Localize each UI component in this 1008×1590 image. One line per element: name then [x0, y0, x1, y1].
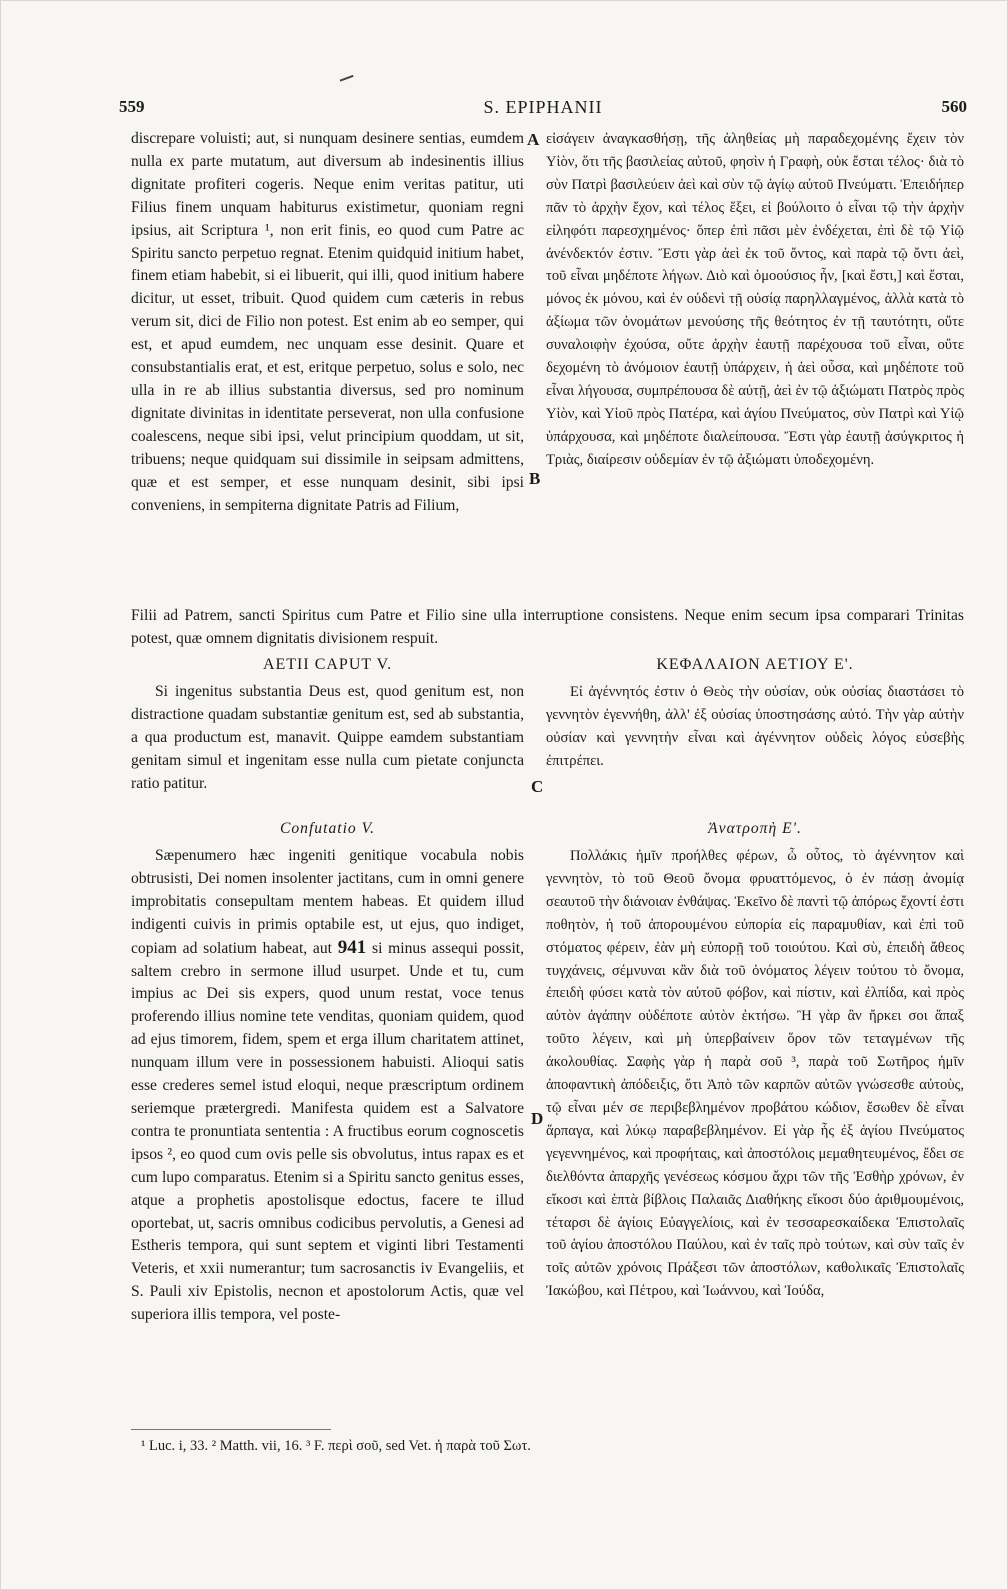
greek-chapter-text: Εἰ ἀγέννητός ἐστιν ὁ Θεὸς τὴν οὐσίαν, οὐκ οὐσίας διαστάσει τὸ γεννητὸν ἐγεννήθη, ἀλλ' ἐξ οὐσίας ὑποστησάσης αὐτό. Τὴν γὰρ αὐτὴν οὐσίαν καὶ γεννητὴν εἶναι καὶ ἀγέννητον οὐδεὶς λόγος εὐσεβὴς ἐπιτρέπει.	[546, 684, 964, 769]
latin-chapter-column	[131, 681, 524, 796]
latin-chapter-heading: AETII CAPUT V.	[262, 656, 393, 673]
full-width-paragraph	[131, 605, 964, 651]
greek-confutatio-column	[546, 845, 964, 1303]
running-title: S. EPIPHANII	[483, 97, 603, 117]
footnote-rule	[131, 1429, 331, 1430]
latin-confutatio-column	[131, 845, 524, 1327]
ink-mark	[340, 75, 357, 89]
running-header	[119, 97, 967, 127]
greek-confutatio-text: Πολλάκις ἡμῖν προήλθες φέρων, ὦ οὗτος, τὸ ἀγέννητον καὶ γεννητὸν, τὸ τοῦ Θεοῦ ὄνομα φρυαττόμενος, ὁ ἐν πάσῃ ἀνομίᾳ σεαυτοῦ τὴν διάνοιαν ἐνθάψας. Ἐκεῖνο δὲ παντὶ τῷ ἀπόρως ἔχοντί ἐστι ποθητὸν, ἡ τοῦ ἀπορουμένου εὐπορία εἰς παραμυθίαν, καὶ ἐπὶ τοῦ στόματος φέρειν, ἐὰν μὴ εὐπορῇ τοῦ τοιούτου. Καὶ σὺ, ἐπειδὴ ἄθεος τυγχάνεις, σέμνυναι κἂν διὰ τοῦ ὀνόματος λέγειν τούτου τὸ ὄνομα, ἐπειδὴ φύσει κατὰ τὸν αὐτοῦ φόβον, καὶ πίστιν, καὶ ἐλπίδα, καὶ πρὸς αὐτὸν ἀγάπην οὐδέποτε αὐτὸν ἐκτήσω. Ἢ γὰρ ἂν ἤρκει σοι ἅπαξ τοῦτο λέγειν, καὶ μὴ ὑπερβαίνειν ὅρον τῶν τεταγμένων τῆς ἀκολουθίας. Σαφὴς γὰρ ἡ παρὰ σοῦ ³, παρὰ τοῦ Σωτῆρος ἡμῖν ἀποφαντικὴ ἀπόδειξις, ὅτι Ἀπὸ τῶν καρπῶν αὐτῶν γνώσεσθε αὐτοὺς, τῷ εἶναι μέν σε περιβεβλημένον προβάτου κώδιον, ἔσωθεν δὲ εἶναι ἅρπαγα, καὶ λύκῳ παραβεβλημένον. Εἰ γὰρ ἧς ἐξ ἁγίου Πνεύματος γεγεννημένος, καὶ προφήταις, καὶ ἀποστόλοις μεμαθητευμένος, ἔδει σε διελθόντα ἀπαρχῆς γενέσεως κόσμου ἄχρι τῶν τῆς Ἐσθὴρ χρόνων, ἐν εἴκοσι καὶ ἑπτὰ βίβλοις Παλαιᾶς Διαθήκης εἴκοσι δύο ἀριθμουμένοις, τέταρσι δὲ ἁγίοις Εὐαγγελίοις, καὶ ἐν τεσσαρεσκαίδεκα Ἐπιστολαῖς τοῦ ἁγίου ἀποστόλου Παύλου, καὶ ἐν ταῖς πρὸ τούτων, καὶ σὺν ταῖς ἐν τοῖς αὐτῶν χρόνοις Πράξεσι τῶν ἀποστόλων, καθολικαῖς Ἐπιστολαῖς Ἰακώβου, καὶ Πέτρου, καὶ Ἰωάννου, καὶ Ἰούδα,	[546, 848, 964, 1300]
footnotes: ¹ Luc. i, 33. ² Matth. vii, 16. ³ F. περὶ σοῦ, sed Vet. ἡ παρὰ τοῦ Σωτ.	[141, 1438, 531, 1454]
latin-confutatio-text-a: Sæpenumero hæc ingeniti genitique vocabula nobis obtrusisti, Dei nomen insolenter jactitans, cum in omni genere improbitatis consepultam mentem habeas. Et quidem illud indigenti cuivis in primis optabile est, ut ejus, quo indiget, copiam ad solatium habeat, aut	[131, 847, 524, 957]
page-number-left: 559	[119, 97, 145, 116]
margin-marker-d: D	[531, 1109, 544, 1128]
column-number: 941	[337, 936, 367, 958]
latin-confutatio-text	[131, 845, 524, 1327]
greek-paragraph: εἰσάγειν ἀναγκασθήσῃ, τῆς ἀληθείας μὴ παραδεχομένης ἔχειν τὸν Υἱὸν, ὅτι τῆς βασιλείας αὐτοῦ, φησὶν ἡ Γραφὴ, οὐκ ἔσται τέλος· διὰ τὸ σὺν Πατρὶ βασιλεύειν ἀεὶ καὶ σὺν τῷ ἁγίῳ αὐτοῦ Πνεύματι. Ἐπειδήπερ πᾶν τὸ ἀρχὴν ἔχον, καὶ τέλος ἕξει, εἰ βούλοιτο ὁ εἶναι τῷ τὴν ἀρχὴν εἰληφότι παρεσχημένος· ὅπερ ἐπὶ πᾶσι μὲν ἐνδέχεται, ἐπὶ δὲ τῷ Υἱῷ ἀνένδεκτόν ἐστιν. Ἔστι γὰρ ἀεὶ ἐκ τοῦ ὄντος, καὶ παρὰ τῷ ὄντι ἀεὶ, τοῦ εἶναι μηδέποτε λήγων. Διὸ καὶ ὁμοούσιος ἦν, [καὶ ἔστι,] καὶ ἔσται, μόνος ἐκ μόνου, καὶ ἐν οὐδενὶ τῇ οὐσίᾳ παρηλλαγμένος, ἀλλὰ κατὰ τὸ ἀξίωμα τῶν ὀνομάτων μενούσης τῆς θεότητος ἐν τῇ ταυτότητι, οὔτε συναλοιφὴν ἐχούσα, οὔτε ἀρχὴν ἑαυτῇ παρέχουσα τοῦ εἶναι, οὔτε δεχομένη τὸ ἀνόμοιον ἑαυτῇ ὑπάρχειν, ἡ ἀεὶ οὖσα, καὶ μηδέποτε τοῦ εἶναι λήγουσα, συμπρέπουσα δὲ αὐτῇ, ἀεὶ ἐν τῷ ἀξιώματι Πατρὸς πρὸς Υἱὸν, καὶ Υἱοῦ πρὸς Πατέρα, καὶ ἁγίου Πνεύματος, σὺν Πατρὶ καὶ Υἱῷ ὑπάρχουσα, καὶ μηδέποτε διαλείπουσα. Ἔστι γὰρ ἑαυτῇ ἀσύγκριτος ἡ Τριὰς, διαίρεσιν οὐδεμίαν ἐν τῷ ἀξιώματι ὑποδεχομένη.	[546, 131, 964, 468]
latin-paragraph: discrepare voluisti; aut, si nunquam desinere sentias, eumdem nulla ex parte mutatum, aut diversum ab indesinentis illius dignitate profiteri cogeris. Neque enim veritas patitur, uti Filius finem unquam habiturus existimetur, quoniam regni ipsius, ait Scriptura ¹, non erit finis, eo quod cum Patre ac Spiritu sancto perpetuo regnat. Etenim quidquid initium habet, finem etiam habebit, si ei libuerit, qui illi, quod initium habere dicitur, ut esset, tribuit. Quod quidem cum cæteris in rebus verum sit, dici de Filio non potest. Est enim ab eo semper, qui est, et apud eumdem, nec unquam esse desinit. Quare et consubstantialis erat, et est, eritque perpetuo, solus e solo, nec ulla in re ab illius substantia diversus, sed pro nominum dignitate divinitas in identitate perseverat, non ulla confusione coalescens, neque sibi ipsi, velut principium quoddam, ut sit, tribuens; neque quidquam sui dissimile in seipsam admittens, quæ et est semper, et esse nunquam desinit, sibi ipsi conveniens, in sempiterna dignitate Patris ad Filium,	[131, 130, 524, 514]
latin-confutatio-text-b: si minus assequi possit, saltem crebro in sermone illud usurpet. Unde et tu, cum impius ac Dei sis expers, quod unum restat, voce tenus proferendo illius nomine tete venditas, quoniam quidem, quod ad ejus timorem, fidem, spem et erga illum charitatem attinet, nunquam illum vere in possessionem habuisti. Alioqui satis esse crederes semel istud eloqui, neque præscriptum ordinem seriemque prætergredi. Manifesta quidem est a Salvatore contra te pronuntiata sententia : A fructibus eorum cognoscetis ipsos ², eo quod cum ovis pelle sis obvolutus, intus rapax es et cum lupo comparatus. Etenim si a Spiritu sancto genitus esses, atque a prophetis apostolisque edoctus, facere te illud oportebat, ut, sacris omnibus codicibus pervolutis, a Genesi ad Estheris tempora, qui sunt septem et viginti libri Testamenti Veteris, et xxii numerantur; tum sacrosanctis iv Evangeliis, et S. Pauli xiv Epistolis, necnon et apostolorum Actis, quæ vel superiora illis tempora, vel poste-	[131, 939, 525, 1324]
greek-chapter-heading: ΚΕΦΑΛΑΙΟΝ ΑΕΤΙΟΥ Ε'.	[656, 656, 854, 673]
latin-column-top	[131, 128, 524, 517]
latin-continuation: Filii ad Patrem, sancti Spiritus cum Patre et Filio sine ulla interruptione consistens. Neque enim secum ipsa comparari Trinitas potest, quæ omnem dignitatis divisionem respuit.	[131, 607, 964, 647]
page-number-right: 560	[941, 97, 967, 116]
margin-marker-b: B	[529, 469, 541, 488]
margin-marker-c: C	[531, 777, 544, 796]
margin-marker-a: A	[527, 130, 540, 149]
greek-chapter-column	[546, 681, 964, 773]
latin-confutatio-heading: Confutatio V.	[279, 820, 376, 837]
greek-confutatio-heading: Ἀνατροπὴ Ε'.	[708, 820, 802, 837]
greek-column-top	[546, 128, 964, 472]
latin-chapter-text: Si ingenitus substantia Deus est, quod genitum est, non distractione quadam substantiæ genitum est, sed ab substantia, a qua productum est, manavit. Quippe eamdem substantiam genitam simul et ingenitam esse nulla cum pietate conjuncta ratio patitur.	[131, 683, 524, 792]
